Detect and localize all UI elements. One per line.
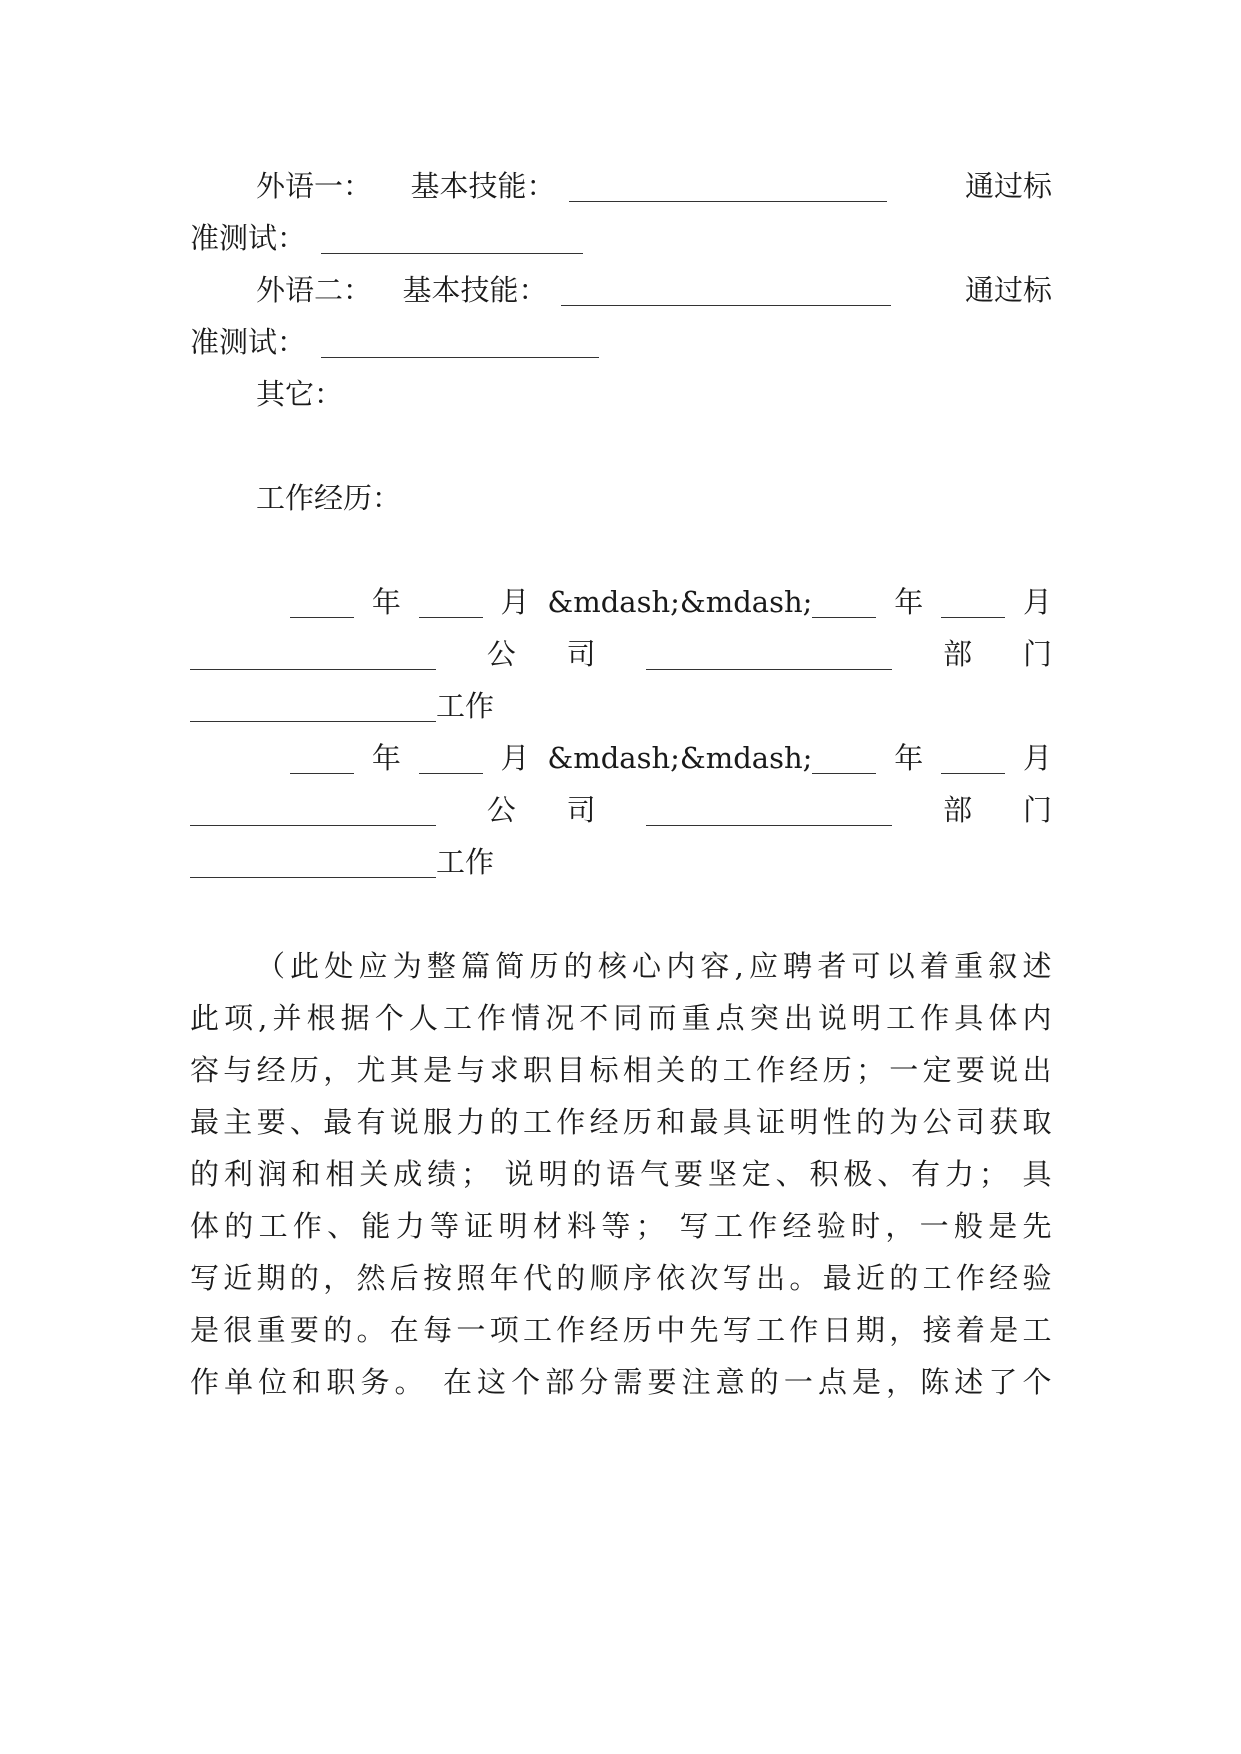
start-month-label: 月 bbox=[500, 741, 530, 775]
company-label-char1: 公 bbox=[486, 793, 516, 827]
end-year-label: 年 bbox=[894, 585, 924, 619]
company-label-char1: 公 bbox=[486, 637, 516, 671]
company-label-char2: 司 bbox=[566, 793, 596, 827]
foreign-language-1-label: 外语一： bbox=[256, 169, 373, 203]
paragraph-line-1: （此处应为整篇简历的核心内容,应聘者可以着重叙述 bbox=[256, 949, 1052, 983]
work-entry-2-org-line bbox=[190, 790, 1052, 830]
standard-test-label-end: 准测试： bbox=[190, 221, 307, 255]
standard-test-label-start: 通过标 bbox=[964, 169, 1052, 203]
paragraph-line-4: 最主要、最有说服力的工作经历和最具证明性的为公司获取 bbox=[190, 1105, 1052, 1139]
work-history-label: 工作经历： bbox=[256, 481, 402, 515]
foreign-language-1-line bbox=[256, 166, 1052, 206]
paragraph-line-5: 的利润和相关成绩； 说明的语气要坚定、积极、有力； 具 bbox=[190, 1157, 1052, 1191]
paragraph-line-3: 容与经历，尤其是与求职目标相关的工作经历；一定要说出 bbox=[190, 1053, 1052, 1087]
start-month-blank[interactable] bbox=[419, 611, 483, 612]
start-year-label: 年 bbox=[371, 741, 401, 775]
work-entry-2-job-line bbox=[190, 842, 1052, 882]
date-dash: &mdash;&mdash; bbox=[547, 585, 813, 619]
basic-skill-blank[interactable] bbox=[561, 299, 891, 300]
end-year-blank[interactable] bbox=[812, 611, 876, 612]
work-history-heading bbox=[256, 478, 1052, 518]
job-blank[interactable] bbox=[190, 871, 436, 872]
end-month-blank[interactable] bbox=[941, 767, 1005, 768]
department-label-char1: 部 bbox=[943, 637, 973, 671]
standard-test-label-end: 准测试： bbox=[190, 325, 307, 359]
job-label: 工作 bbox=[436, 689, 495, 723]
other-label: 其它： bbox=[256, 377, 344, 411]
department-label-char1: 部 bbox=[943, 793, 973, 827]
department-label-char2: 门 bbox=[1022, 637, 1052, 671]
end-month-label: 月 bbox=[1022, 741, 1052, 775]
department-blank[interactable] bbox=[646, 663, 892, 664]
start-month-blank[interactable] bbox=[419, 767, 483, 768]
end-month-label: 月 bbox=[1022, 585, 1052, 619]
paragraph-line-8: 是很重要的。在每一项工作经历中先写工作日期，接着是工 bbox=[190, 1313, 1052, 1347]
start-year-label: 年 bbox=[371, 585, 401, 619]
end-year-label: 年 bbox=[894, 741, 924, 775]
paragraph-line-9: 作单位和职务。 在这个部分需要注意的一点是，陈述了个 bbox=[190, 1365, 1052, 1399]
basic-skill-label: 基本技能： bbox=[410, 169, 556, 203]
end-month-blank[interactable] bbox=[941, 611, 1005, 612]
start-month-label: 月 bbox=[500, 585, 530, 619]
start-year-blank[interactable] bbox=[290, 767, 354, 768]
work-entry-1-org-line bbox=[190, 634, 1052, 674]
work-entry-2-date-line bbox=[290, 738, 1052, 778]
end-year-blank[interactable] bbox=[812, 767, 876, 768]
foreign-language-1-test-line bbox=[190, 218, 1052, 258]
paragraph-line-2: 此项,并根据个人工作情况不同而重点突出说明工作具体内 bbox=[190, 1001, 1052, 1035]
paragraph-line-6: 体的工作、能力等证明材料等； 写工作经验时，一般是先 bbox=[190, 1209, 1052, 1243]
work-entry-1-date-line bbox=[290, 582, 1052, 622]
foreign-language-2-test-line bbox=[190, 322, 1052, 362]
other-line bbox=[256, 374, 1052, 414]
paragraph-line-7: 写近期的，然后按照年代的顺序依次写出。最近的工作经验 bbox=[190, 1261, 1052, 1295]
work-entry-1-job-line bbox=[190, 686, 1052, 726]
start-year-blank[interactable] bbox=[290, 611, 354, 612]
standard-test-blank[interactable] bbox=[321, 247, 583, 248]
date-dash: &mdash;&mdash; bbox=[547, 741, 813, 775]
company-blank[interactable] bbox=[190, 819, 436, 820]
foreign-language-2-line bbox=[256, 270, 1052, 310]
job-blank[interactable] bbox=[190, 715, 436, 716]
company-blank[interactable] bbox=[190, 663, 436, 664]
basic-skill-label: 基本技能： bbox=[402, 273, 548, 307]
basic-skill-blank[interactable] bbox=[569, 195, 887, 196]
foreign-language-2-label: 外语二： bbox=[256, 273, 373, 307]
department-label-char2: 门 bbox=[1022, 793, 1052, 827]
standard-test-label-start: 通过标 bbox=[964, 273, 1052, 307]
company-label-char2: 司 bbox=[566, 637, 596, 671]
job-label: 工作 bbox=[436, 845, 495, 879]
standard-test-blank[interactable] bbox=[321, 351, 599, 352]
department-blank[interactable] bbox=[646, 819, 892, 820]
